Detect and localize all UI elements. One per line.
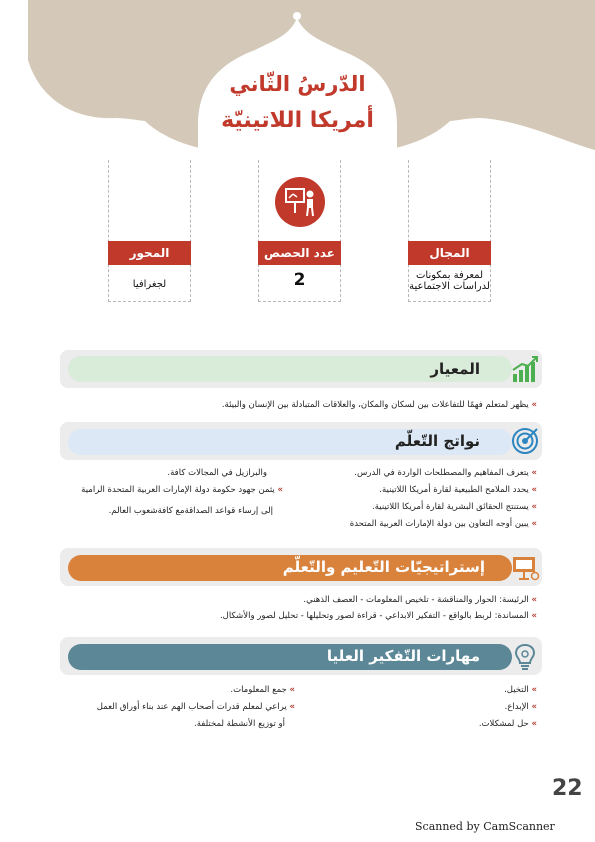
- outcome-text: يثمن جهود حكومة دولة الإمارات العربية المتحدة الرامية: [81, 485, 275, 495]
- outcomes-title: نواتج التّعلّم: [394, 432, 480, 450]
- periods-value: 2: [293, 270, 306, 290]
- field-value-line2: لدراسات الاجتماعية: [409, 281, 490, 292]
- bullet-chevron: »: [531, 611, 537, 621]
- standard-title: المعيار: [430, 360, 480, 378]
- skills-title: مهارات التّفكير العليا: [326, 647, 480, 665]
- presenter-icon: [275, 177, 325, 227]
- skill-item: [97, 702, 295, 713]
- bullet-chevron: »: [289, 685, 295, 695]
- outcome-item: [350, 519, 537, 530]
- bullet-chevron: »: [531, 702, 537, 712]
- outcome-text: والبرازيل في المجالات كافة.: [167, 468, 267, 478]
- skill-text: جمع المعلومات.: [230, 685, 287, 695]
- strategy-item: [303, 595, 537, 606]
- bullet-chevron: »: [531, 519, 537, 529]
- bullet-chevron: »: [531, 400, 537, 410]
- lightbulb-icon: [510, 641, 540, 671]
- presentation-board-icon: [510, 552, 540, 582]
- strategy-text: المساندة: لربط بالواقع - التفكير الابداعي - قراءة لصور وتحليلها - تحليل لصور والأشكال.: [219, 611, 529, 621]
- bullet-chevron: »: [289, 702, 295, 712]
- skill-text: الإبداع.: [504, 702, 529, 712]
- bullet-chevron: »: [531, 468, 537, 478]
- skill-item: [504, 685, 537, 696]
- outcome-text: إلى إرساء قواعد الصداقةمع كافةشعوب العالم.: [108, 506, 273, 516]
- outcome-item: [372, 502, 537, 513]
- standard-text-line: [222, 400, 537, 411]
- standard-text: يظهر لمتعلم فهمًا للتفاعلات بين لسكان والمكان، والعلاقات المتبادلة بين الإنسان والبيئة.: [221, 400, 529, 410]
- skill-item: [230, 685, 295, 696]
- lesson-title: أمريكا اللاتينيّة: [221, 108, 374, 133]
- bullet-chevron: »: [531, 485, 537, 495]
- periods-label: عدد الحصص: [258, 241, 341, 265]
- field-value: [408, 270, 491, 292]
- outcome-item: [81, 485, 283, 496]
- outcome-item: [354, 468, 537, 479]
- axis-value: لجغرافيا: [132, 279, 167, 290]
- skill-item: [479, 719, 537, 730]
- skill-item: [194, 719, 285, 730]
- axis-label: المحور: [108, 241, 191, 265]
- lesson-number: الدّرسُ الثّاني: [229, 72, 366, 96]
- outcome-item: [379, 485, 537, 496]
- field-label: المجال: [408, 241, 491, 265]
- strategies-title: إستراتيجيّات التّعليم والتّعلّم: [282, 558, 485, 576]
- outcome-text: يستنتج الحقائق البشرية لقارة أمريكا اللاتينية.: [372, 502, 529, 512]
- outcome-item: [167, 468, 267, 479]
- field-value-line1: لمعرفة بمكونات: [416, 270, 483, 281]
- scanner-watermark: Scanned by CamScanner: [415, 820, 555, 833]
- skill-text: حل لمشكلات.: [478, 719, 529, 729]
- bullet-chevron: »: [277, 485, 283, 495]
- strategy-item: [220, 611, 537, 622]
- skill-text: يراعي لمعلم قدرات أصحاب الهم عند بناء أوراق العمل: [96, 702, 287, 712]
- outcome-text: يتعرف المفاهيم والمصطلحات الواردة في الدرس.: [354, 468, 529, 478]
- bullet-chevron: »: [531, 685, 537, 695]
- page-number: 22: [552, 776, 583, 801]
- skill-text: التخيل.: [504, 685, 529, 695]
- growth-chart-icon: [510, 354, 540, 384]
- target-icon: [510, 426, 540, 456]
- bullet-chevron: »: [531, 502, 537, 512]
- outcome-item: [109, 506, 273, 517]
- bullet-chevron: »: [531, 719, 537, 729]
- skill-text: أو توزيع الأنشطة لمختلفة.: [194, 719, 285, 729]
- strategy-text: الرئيسة: الحوار والمناقشة - تلخيص المعلومات - العصف الذهني.: [303, 595, 529, 605]
- outcome-text: يحدد الملامح الطبيعية لقارة أمريكا اللاتينية.: [379, 485, 529, 495]
- bullet-chevron: »: [531, 595, 537, 605]
- skill-item: [505, 702, 537, 713]
- outcome-text: يبين أوجه التعاون بين دولة الإمارات العربية المتحدة: [349, 519, 529, 529]
